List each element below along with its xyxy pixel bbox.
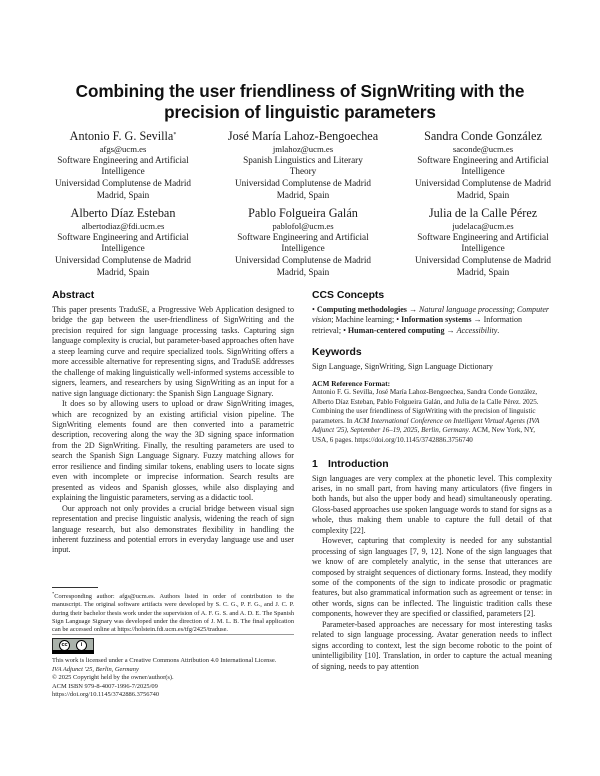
intro-paragraph: Parameter-based approaches are necessary for most interesting tasks related to sign language processing. Avatar generation needs to inflect signs according to context, lest the sign become robotic to the point of unintelligibility [10]. Translation, in order to capture the actual meaning of signing, needs to pay attention: [312, 619, 552, 671]
author-name: Antonio F. G. Sevilla*: [69, 129, 177, 143]
author-department-cont: Intelligence: [101, 243, 145, 254]
license-info: [52, 657, 312, 700]
acm-reference-heading: ACM Reference Format:: [312, 378, 391, 388]
author-block: [33, 129, 573, 286]
footnote-marker: *: [52, 591, 55, 596]
title-line-2: precision of linguistic parameters: [164, 101, 436, 122]
isbn: ACM ISBN 979-8-4007-1996-7/2025/09: [52, 682, 158, 690]
author-email: judelaca@ucm.es: [452, 220, 514, 231]
abstract-paragraph: This paper presents TraduSE, a Progressive Web Application designed to bridge the gap between the user-friendliness of SignWriting and the precision required for sign language processing tasks. Capturing sign language complexity is crucial, but parameter-based approaches often have a steep learning curve and require specialized tools. SignWriting offers a more accessible alternative for representing signs, and TraduSE addresses the challenge of making linguistically well-informed systems accessible to signers, learners, and researchers by using SignWriting as an input for a native sign language dictionary: the Spanish Sign Language Signary.: [52, 305, 294, 398]
author-email: saconde@ucm.es: [452, 143, 514, 154]
author-department: Software Engineering and Artificial: [237, 231, 369, 242]
cc-icon: cc: [59, 640, 70, 651]
acm-reference-text: Antonio F. G. Sevilla, José María Lahoz-Bengoechea, Sandra Conde González, Alberto Díaz Esteban, Pablo Folgueira Galán, and Julia de la Calle Pérez. 2025. Combining the user friendliness of SignWriting with the precision of linguistic parameters. In ACM International Conference on Intelligent Virtual Agents (IVA Adjunct '25), September 16–19, 2025, Berlin, Germany. ACM, New York, NY, USA, 6 pages. https://doi.org/10.1145/3742886.3756740: [312, 388, 540, 444]
paper-title: [0, 81, 600, 122]
author-name: Pablo Folgueira Galán: [248, 206, 358, 220]
cc-by-strip: [52, 650, 94, 654]
intro-paragraph: Sign languages are very complex at the phonetic level. This complexity arises, in no small part, from having many articulators (five fingers in both hands, but also the upper body and head) simultaneously operating. Gloss-based approaches use spoken language words to stand for signs as a whole, thus making them unable to capture the full detail of that complexity [22].: [312, 473, 552, 535]
author-department: Software Engineering and Artificial: [57, 154, 189, 165]
author-location: Madrid, Spain: [276, 266, 330, 277]
author-department-cont: Intelligence: [281, 243, 325, 254]
author-department-cont: Intelligence: [461, 243, 505, 254]
abstract-heading: Abstract: [52, 290, 95, 301]
introduction-heading: 1 Introduction: [312, 458, 389, 470]
author-name: Sandra Conde González: [424, 129, 542, 143]
intro-paragraph: However, capturing that complexity is needed for any substantial processing of sign languages [7, 9, 12]. None of the sign languages that we know of are completely analytic, in the sense that utterances are composed by straight sequences of dictionary forms. Instead, they modify some of the components of the sign to indicate prosodic or pragmatic features, but also grammatical information such as agreement or tense: in other words, signs can be inflected. The linguistic tradition calls these components, however they are specified or classified, parameters [2].: [312, 536, 552, 619]
author-institution: Universidad Complutense de Madrid: [54, 254, 191, 265]
author-card: [213, 206, 393, 286]
keywords-heading: Keywords: [312, 347, 362, 359]
attribution-person-icon: i: [76, 640, 87, 651]
venue: IVA Adjunct '25, Berlin, Germany: [52, 665, 139, 673]
license-statement: This work is licensed under a Creative Commons Attribution 4.0 International License.: [52, 657, 277, 664]
doi-link[interactable]: https://doi.org/10.1145/3742886.3756740: [52, 691, 160, 698]
author-institution: Universidad Complutense de Madrid: [54, 177, 191, 188]
author-row-1: [33, 129, 573, 209]
author-department-cont: Theory: [289, 166, 317, 177]
author-name: Alberto Díaz Esteban: [70, 206, 176, 220]
author-row-2: [33, 206, 573, 286]
author-name: Julia de la Calle Pérez: [428, 206, 538, 220]
abstract-paragraph: Our approach not only provides a crucial bridge between visual sign representation and precise linguistic analysis, widening the reach of sign language research, but also demonstrates flexibility in handling the inherent fuzziness and potential errors in everyday language use and user input.: [52, 503, 294, 555]
author-location: Madrid, Spain: [96, 189, 150, 200]
ccs-heading: CCS Concepts: [312, 290, 385, 301]
author-institution: Universidad Complutense de Madrid: [414, 254, 551, 265]
right-column: [312, 289, 552, 672]
author-department: Software Engineering and Artificial: [57, 231, 189, 242]
footnote: [52, 590, 294, 634]
ccs-category: Computing methodologies: [316, 305, 407, 314]
author-location: Madrid, Spain: [456, 189, 510, 200]
ccs-concepts: • Computing methodologies → Natural language processing; Computer vision; Machine learning; • Information systems → Information retrieval; • Human-centered computing → Accessibility.: [312, 305, 550, 335]
corresponding-marker: *: [173, 132, 177, 138]
author-card: [213, 129, 393, 209]
author-card: [33, 129, 213, 209]
author-email: jmlahoz@ucm.es: [272, 143, 334, 154]
copyright: © 2025 Copyright held by the owner/author(s).: [52, 674, 174, 681]
license-divider: [52, 634, 294, 635]
author-card: [33, 206, 213, 286]
author-institution: Universidad Complutense de Madrid: [234, 254, 371, 265]
footnote-text: Corresponding author: afgs@ucm.es. Authors listed in order of contribution to the manuscript. The original software artifacts were developed by S. C. G., P. F. G., and J. C. P. during their bachelor thesis work under the supervision of A. F. G. S. and A. D. E. The Spanish Sign Language Signary was developed under the direction of J. M. L. B. The final application can be accessed online at https://holstein.fdi.ucm.es/tfg/2425/traduse.: [52, 593, 294, 634]
author-institution: Universidad Complutense de Madrid: [234, 177, 371, 188]
title-line-1: Combining the user friendliness of SignWriting with the: [75, 81, 525, 101]
left-column: [52, 289, 294, 556]
abstract-paragraph: It does so by allowing users to upload or draw SignWriting images, which are recognized by an existing artificial vision pipeline. The SignWriting elements found are then converted into a parametric description, recovering along the way the 3D signing space information from the 2D SignWriting. Finally, the resulting parameters are used to search the Spanish Sign Language Signary. Fuzzy matching allows for error resilience and finding similar tokens, enabling users to locate signs even with incomplete or imprecise information. Search results are presented as videos and Spanish glosses, while also displaying and explaining the linguistic parameters, serving as a didactic tool.: [52, 399, 294, 503]
author-card: [393, 206, 573, 286]
author-email: pablofol@ucm.es: [272, 220, 334, 231]
author-email: albertodiaz@fdi.ucm.es: [81, 220, 165, 231]
footnote-divider: [52, 587, 98, 588]
author-department-cont: Intelligence: [101, 166, 145, 177]
author-institution: Universidad Complutense de Madrid: [414, 177, 551, 188]
author-location: Madrid, Spain: [276, 189, 330, 200]
author-department-cont: Intelligence: [461, 166, 505, 177]
author-department: Software Engineering and Artificial: [417, 154, 549, 165]
section-number: 1: [312, 458, 318, 470]
author-department: Spanish Linguistics and Literary: [243, 154, 363, 165]
author-email: afgs@ucm.es: [99, 143, 147, 154]
author-department: Software Engineering and Artificial: [417, 231, 549, 242]
ccs-category: Information systems: [401, 315, 472, 325]
author-card: [393, 129, 573, 209]
author-location: Madrid, Spain: [456, 266, 510, 277]
author-name: José María Lahoz-Bengoechea: [227, 129, 379, 143]
ccs-category: Human-centered computing: [347, 325, 445, 335]
keywords-list: Sign Language, SignWriting, Sign Language Dictionary: [312, 362, 493, 372]
author-location: Madrid, Spain: [96, 266, 150, 277]
